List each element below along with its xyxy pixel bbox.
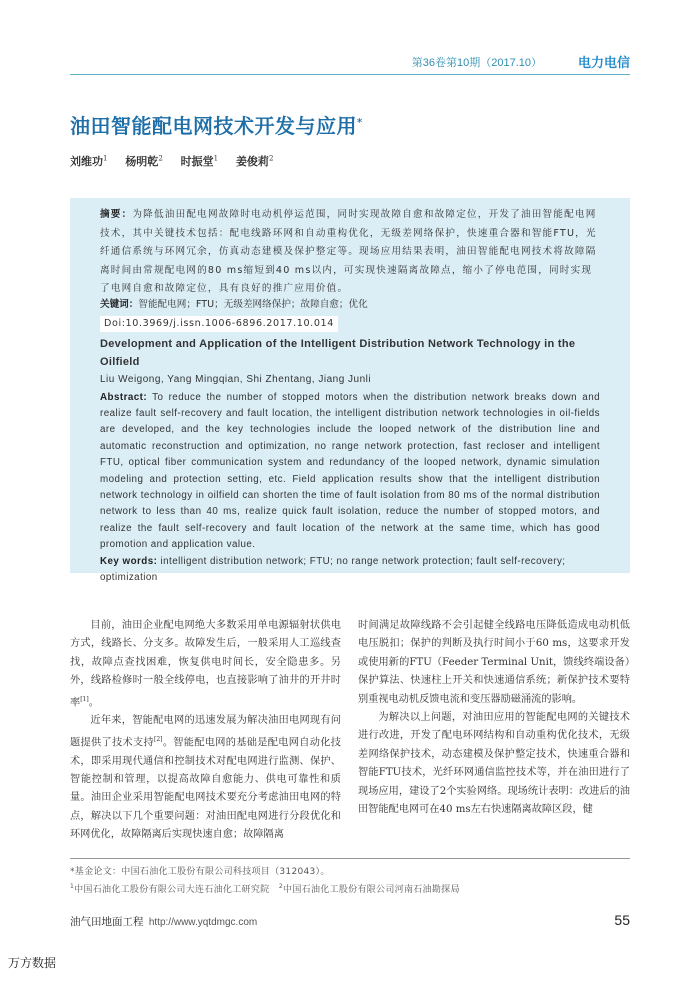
title-en: Development and Application of the Intelligent Distribution Network Technology in the Oilfield — [100, 338, 576, 368]
keywords-en: Key words: intelligent distribution network; FTU; no range network protection; fault self-recovery; optimization — [100, 555, 566, 583]
authors-en: Liu Weigong, Yang Mingqian, Shi Zhentang, Jiang Junli — [100, 374, 372, 385]
paragraph: 目前，油田企业配电网绝大多数采用单电源辐射状供电方式，线路长、分支多。故障发生后，一般采用人工巡线查找，故障点查找困难，恢复供电时间长，安全隐患多。另外，线路检修时一般全线停电，也直接影响了油井的开井时率[1]。 — [70, 620, 341, 709]
paragraph: 近年来，智能配电网的迅速发展为解决油田电网现有问题提供了技术支持[2]。智能配电网的基础是配电网自动化技术，即采用现代通信和控制技术对配电网进行监测、保护、智能控制和管理，以提高故障自愈能力、供电可靠性和质量。油田企业采用智能配电网技术要充分考虑油田电网的特点，解决以下几个重要问题：对油田配电网进行分段优化和环网优化，故障隔离后实现快速自愈；故障隔离 — [70, 715, 341, 841]
author: 杨明乾$^2$ — [125, 154, 163, 168]
section-brand: 电力电信 — [577, 56, 630, 71]
page-header — [70, 50, 630, 75]
author-list — [70, 153, 287, 169]
citation[interactable]: [1] — [80, 695, 89, 703]
author: 时振堂$^1$ — [180, 154, 219, 168]
citation[interactable]: [2] — [154, 735, 163, 743]
paragraph: 为解决以上问题，对油田应用的智能配电网的关键技术进行改进，开发了配电环网结构和自动重构优化技术，无级差网络保护技术，动态建模及保护整定技术，快速重合器和智能FTU技术，光纤环网通信监控技术等，并在油田进行了现场应用，建设了2个实验网络。现场统计表明：改进后的油田智能配电网可在40 ms左右快速隔离故障区段，健 — [358, 712, 630, 816]
body-column-left — [70, 617, 341, 847]
author: 姜俊莉$^2$ — [235, 154, 274, 168]
abstract-zh: 摘要：为降低油田配电网故障时电动机停运范围，同时实现故障自愈和故障定位，开发了油田智能配电网技术，其中关键技术包括：配电线路环网和自动重构优化，无级差网络保护，快速重合器和智能FTU，光纤通信系统与环网冗余，仿真动态建模及保护整定等。现场应用结果表明，油田智能配电网技术将故障隔离时间由常规配电网的80 ms缩短到40 ms以内，可实现快速隔离故障点，缩小了停电范围，同时实现了电网自愈和故障定位，具有良好的推广应用价值。 — [100, 209, 597, 294]
article-title — [70, 110, 363, 139]
issue-info: 第36卷第10期（2017.10） — [411, 57, 542, 69]
journal-footer: 油气田地面工程 http://www.yqtdmgc.com — [70, 916, 258, 928]
author: 刘维功$^1$ — [70, 154, 108, 168]
footnote-divider — [70, 858, 630, 859]
paragraph: 时间满足故障线路不会引起健全线路电压降低造成电动机低电压脱扣；保护的判断及执行时间小于60 ms，这要求开发或使用新的FTU（Feeder Terminal Unit，馈线终端设备）保护算法、快速柱上开关和快速通信系统；新保护技术要特别重视电动机反馈电流和变压器励磁涌流的影响。 — [358, 620, 630, 705]
journal-url[interactable]: http://www.yqtdmgc.com — [148, 917, 258, 928]
page-number: 55 — [614, 912, 630, 928]
abstract-box — [70, 198, 630, 583]
footnote-fund: *基金论文：中国石油化工股份有限公司科技项目（312043）。 — [70, 867, 330, 877]
abstract-en: Abstract: To reduce the number of stopped motors when the distribution network breaks down and realize fault self-recovery and fault location, the intelligent distribution network technologies in oil-fields are developed, and the key technologies include the looped network of the distribution line and automatic reconstruction and optimization, no range network protection, fast recloser and intelligent FTU, optical fiber communication system and redundancy of the looped network, dynamic simulation modeling and protection setting, etc. Field application results show that the intelligent distribution network technology in oilfield can shorten the time of fault isolation from 80 ms of the normal distribution network to less than 40 ms, realize quick fault isolation, reduce the number of stopped motors, and realize the fault self-recovery and fault location of the network at the same time, which has good promotion and application value. — [100, 391, 600, 551]
watermark: 万方数据 — [8, 956, 57, 970]
body-column-right — [358, 617, 630, 847]
title-footnote-mark: * — [357, 117, 363, 129]
article-title-text: 油田智能配电网技术开发与应用 — [70, 114, 357, 138]
footnote-affiliations: $^1$中国石油化工股份有限公司大连石油化工研究院 $^2$中国石油化工股份有限公司河南石油勘探局 — [70, 883, 460, 895]
doi-link[interactable]: Doi:10.3969/j.issn.1006-6896.2017.10.014 — [100, 316, 338, 332]
keywords-zh: 关键词：智能配电网；FTU；无级差网络保护；故障自愈；优化 — [100, 299, 368, 310]
